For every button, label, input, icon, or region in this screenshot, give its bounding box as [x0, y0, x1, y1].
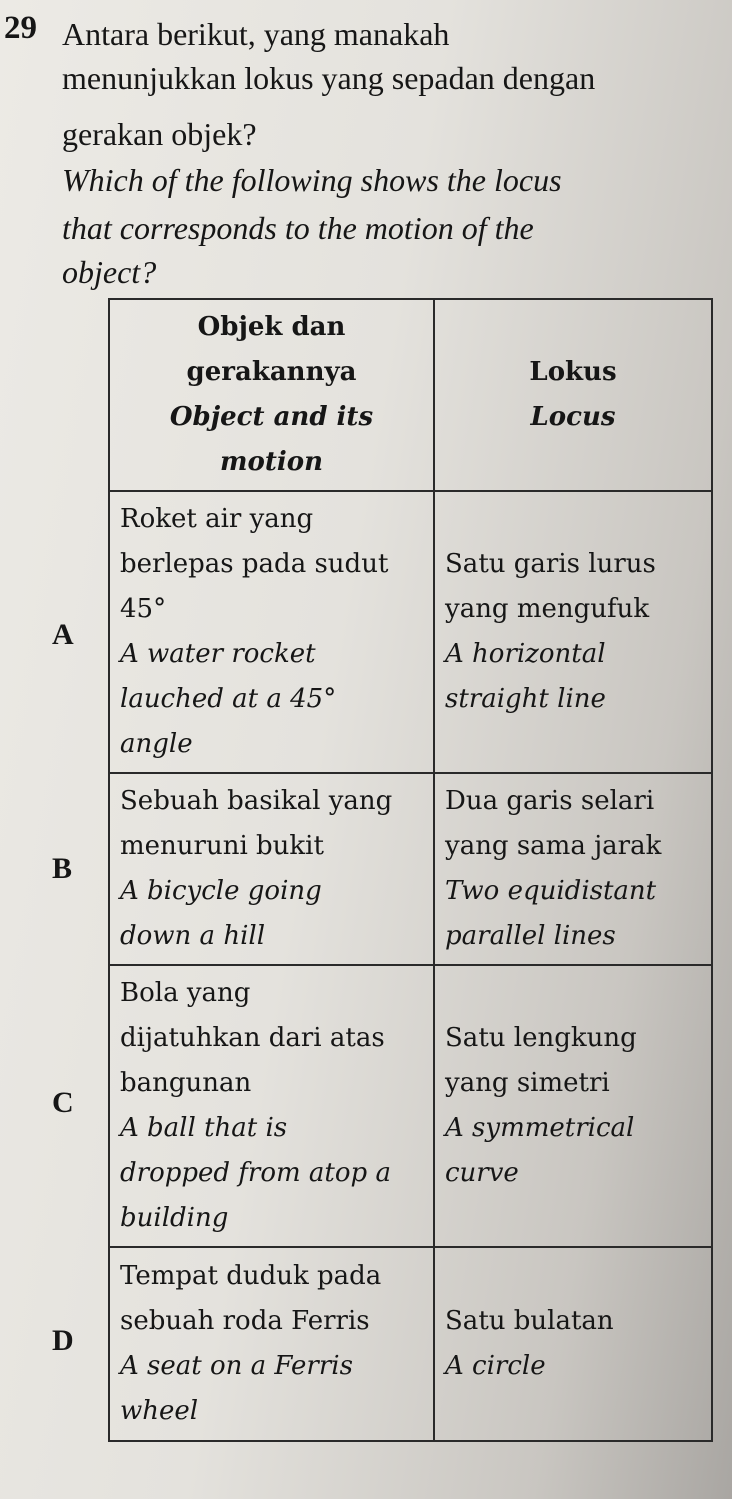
question-text-malay-line-3: gerakan objek?	[62, 116, 257, 152]
question-text-malay-line-2: menunjukkan lokus yang sepadan dengan	[62, 60, 596, 96]
option-letter-c[interactable]: C	[52, 1086, 74, 1119]
option-letter-b[interactable]: B	[52, 852, 73, 885]
row-c-object-malay-line-2: dijatuhkan dari atas	[120, 1023, 385, 1053]
table-row-b[interactable]	[109, 773, 712, 965]
row-a-locus-malay-line-2: yang mengufuk	[445, 594, 650, 624]
row-c-object-malay-line-1: Bola yang	[120, 978, 251, 1008]
row-a-object-english-line-3: angle	[120, 729, 193, 759]
row-d-locus-english-line-1: A circle	[445, 1351, 546, 1381]
row-c-locus-cell	[434, 965, 712, 1247]
row-c-locus-malay-line-2: yang simetri	[445, 1068, 610, 1098]
options-table	[108, 298, 713, 1442]
table-row-c[interactable]	[109, 965, 712, 1247]
row-c-object-english-line-3: building	[120, 1203, 229, 1233]
question-text-malay-line-1: Antara berikut, yang manakah	[62, 16, 450, 52]
header-object-english-line-2: motion	[220, 447, 323, 477]
row-b-locus-malay-line-1: Dua garis selari	[445, 786, 655, 816]
row-a-locus-english-line-2: straight line	[445, 684, 606, 714]
question-number: 29	[4, 10, 37, 46]
question-text-english-line-3: object?	[62, 254, 157, 290]
question-text-english-line-2: that corresponds to the motion of the	[62, 210, 534, 246]
header-object-motion	[109, 299, 434, 491]
row-c-object-cell	[109, 965, 434, 1247]
row-c-locus-english-line-1: A symmetrical	[445, 1113, 635, 1143]
row-a-object-cell	[109, 491, 434, 773]
row-c-object-english-line-1: A ball that is	[120, 1113, 288, 1143]
row-a-object-malay-line-1: Roket air yang	[120, 504, 314, 534]
option-letter-a[interactable]: A	[52, 618, 74, 651]
row-b-locus-malay-line-2: yang sama jarak	[445, 831, 662, 861]
row-a-object-malay-line-3: 45°	[120, 594, 167, 624]
row-a-object-malay-line-2: berlepas pada sudut	[120, 549, 389, 579]
row-d-object-english-line-1: A seat on a Ferris	[120, 1351, 353, 1381]
row-a-object-english-line-1: A water rocket	[120, 639, 316, 669]
row-b-object-malay-line-2: menuruni bukit	[120, 831, 324, 861]
row-b-locus-cell	[434, 773, 712, 965]
row-c-locus-english-line-2: curve	[445, 1158, 519, 1188]
row-d-object-malay-line-1: Tempat duduk pada	[120, 1261, 382, 1291]
row-b-object-malay-line-1: Sebuah basikal yang	[120, 786, 393, 816]
row-a-locus-cell	[434, 491, 712, 773]
question-text-english-line-1: Which of the following shows the locus	[62, 162, 562, 198]
header-locus	[434, 299, 712, 491]
row-d-locus-cell	[434, 1247, 712, 1441]
row-c-locus-malay-line-1: Satu lengkung	[445, 1023, 637, 1053]
row-b-locus-english-line-2: parallel lines	[445, 921, 616, 951]
header-locus-malay: Lokus	[529, 357, 617, 387]
row-b-object-english-line-1: A bicycle going	[120, 876, 322, 906]
table-row-d[interactable]	[109, 1247, 712, 1441]
header-locus-english: Locus	[530, 402, 616, 432]
table-header-row	[109, 299, 712, 491]
row-a-locus-malay-line-1: Satu garis lurus	[445, 549, 656, 579]
row-c-object-malay-line-3: bangunan	[120, 1068, 252, 1098]
row-d-object-malay-line-2: sebuah roda Ferris	[120, 1306, 370, 1336]
row-d-object-cell	[109, 1247, 434, 1441]
header-object-malay-line-1: Objek dan	[197, 312, 346, 342]
header-object-malay-line-2: gerakannya	[186, 357, 357, 387]
row-c-object-english-line-2: dropped from atop a	[120, 1158, 391, 1188]
row-b-locus-english-line-1: Two equidistant	[445, 876, 657, 906]
option-letter-d[interactable]: D	[52, 1324, 74, 1357]
row-a-locus-english-line-1: A horizontal	[445, 639, 606, 669]
row-b-object-cell	[109, 773, 434, 965]
row-a-object-english-line-2: lauched at a 45°	[120, 684, 337, 714]
row-b-object-english-line-2: down a hill	[120, 921, 266, 951]
header-object-english-line-1: Object and its	[169, 402, 374, 432]
row-d-locus-malay-line-1: Satu bulatan	[445, 1306, 614, 1336]
table-row-a[interactable]	[109, 491, 712, 773]
row-d-object-english-line-2: wheel	[120, 1396, 199, 1426]
